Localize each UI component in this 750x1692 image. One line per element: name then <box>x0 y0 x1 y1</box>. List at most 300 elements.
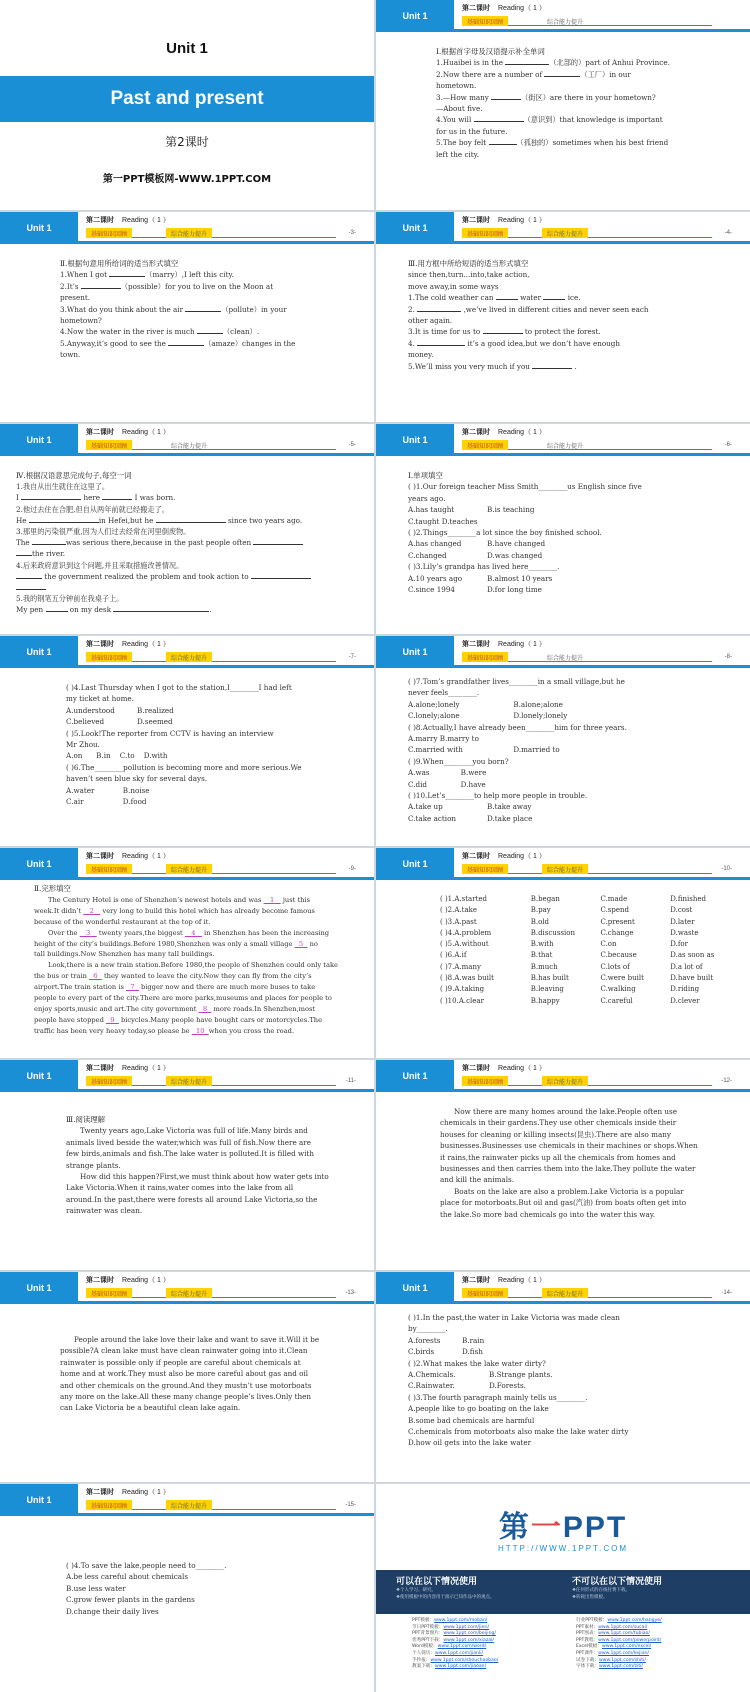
site-name: 第一PPT模板网-WWW.1PPT.COM <box>102 174 272 185</box>
tab-basics[interactable]: 基础知识回顾 <box>462 440 508 450</box>
option-cell: C.made <box>600 895 628 903</box>
page-number: -12- <box>721 1078 732 1084</box>
slide-6[interactable] <box>376 424 750 634</box>
link-label: PPT教程： <box>576 1637 599 1643</box>
answer-blank[interactable] <box>109 269 145 277</box>
option-cell: D.clever <box>670 996 700 1005</box>
resource-link[interactable]: www.1ppt.com/sucai/ <box>598 1624 648 1630</box>
resource-link[interactable]: www.1ppt.com/shouchaobao/ <box>430 1657 499 1663</box>
option-cell: C.walking <box>600 985 636 994</box>
option-cell: ( )5.A.without <box>440 940 489 949</box>
option-cell: B.began <box>530 895 560 903</box>
q7-cont: never feels________. <box>408 688 480 698</box>
cloze-options <box>440 894 740 1007</box>
tab-basics[interactable]: 基础知识回顾 <box>462 652 508 662</box>
q1: I here I was born. <box>16 493 176 503</box>
slide-cover[interactable] <box>0 0 374 210</box>
passage-line: people to every part of the city.There are more parks,museums and places for people to <box>34 994 332 1003</box>
q3-chinese: 3.那里的污染很严重,因为人们过去经常在河里倒废物。 <box>16 527 191 537</box>
q1: ( )1.In the past,the water in Lake Victoria was made clean <box>408 1313 620 1322</box>
option-cell: ( )4.A.problem <box>440 928 492 937</box>
slide-ad[interactable] <box>376 1484 750 1692</box>
resource-link[interactable]: www.1ppt.com/jiaoan/ <box>434 1664 487 1670</box>
slide-9[interactable] <box>0 848 374 1058</box>
resource-link-row <box>576 1631 740 1638</box>
option-row <box>440 905 740 916</box>
passage-line: it rains,the rainwater picks up all the chemicals from homes and <box>440 1152 676 1162</box>
page-number: -9- <box>348 866 356 872</box>
slide-header <box>0 424 374 456</box>
usage-panel <box>376 1570 750 1614</box>
exercise-body <box>436 46 724 160</box>
q5: 5.Anyway,it’s good to see the （amaze）changes in the <box>60 338 296 348</box>
tab-advanced[interactable]: 综合能力提升 <box>542 1288 588 1298</box>
passage-line: Boats on the lake are also a problem.Lake Victoria is a popular <box>454 1186 684 1196</box>
page-number: -7- <box>348 654 356 660</box>
resource-link-row <box>412 1644 576 1651</box>
resource-link[interactable]: www.1ppt.com/hangye/ <box>607 1618 662 1623</box>
q2-cont: other again. <box>408 316 453 326</box>
q1-cont: by________. <box>408 1324 448 1334</box>
tab-basics[interactable]: 基础知识回顾 <box>86 652 132 662</box>
header-bar <box>78 241 374 244</box>
option-row <box>440 928 740 939</box>
answer-blank[interactable] <box>113 604 209 612</box>
q2-cont: present. <box>60 293 91 303</box>
resource-link[interactable]: www.1ppt.com/jianli/ <box>434 1650 484 1656</box>
resource-link[interactable]: www.1ppt.com/beijing/ <box>443 1631 496 1637</box>
option-row <box>440 996 740 1007</box>
answer-blank[interactable] <box>474 114 524 122</box>
answer-blank[interactable] <box>32 537 66 545</box>
answer-blank[interactable] <box>102 492 132 500</box>
slide-10[interactable] <box>376 848 750 1058</box>
resource-link[interactable]: www.1ppt.com/kejian/ <box>598 1650 649 1656</box>
option-row <box>440 984 740 995</box>
resource-link[interactable]: www.1ppt.com/word/ <box>437 1644 487 1650</box>
resource-link[interactable]: www.1ppt.com/powerpoint/ <box>598 1637 662 1643</box>
slide-header <box>376 212 750 244</box>
passage-line: How did this happen?First,we must think about how water gets into <box>80 1172 329 1182</box>
tab-advanced[interactable]: 综合能力提升 <box>166 652 212 662</box>
page-number: -5- <box>348 442 356 448</box>
reading-passage <box>60 1334 354 1414</box>
tab-advanced[interactable]: 综合能力提升 <box>546 655 583 662</box>
option-row <box>440 917 740 928</box>
option-cell: D.a lot of <box>670 962 703 971</box>
lesson-label: 第二课时 Reading（ 1 ） <box>86 641 170 648</box>
cannot-use-item: ❖转载出售模板。 <box>572 1595 608 1600</box>
q1: ( )1.Our foreign teacher Miss Smith________us English since five <box>408 482 642 492</box>
tab-basics[interactable]: 基础知识回顾 <box>86 228 132 238</box>
page-number: -3- <box>348 230 356 236</box>
slide-header <box>0 212 374 244</box>
answer-blank[interactable] <box>21 492 81 500</box>
answer-blank[interactable] <box>417 304 461 312</box>
resource-link[interactable]: www.1ppt.com/moban/ <box>434 1618 488 1623</box>
slide-header <box>376 848 750 880</box>
tab-strip <box>462 1288 712 1298</box>
tab-strip <box>86 652 336 662</box>
slide-5[interactable] <box>0 424 374 634</box>
resource-link[interactable]: www.1ppt.com/ziti/ <box>598 1664 643 1670</box>
can-use-column <box>396 1574 576 1601</box>
resource-link[interactable]: www.1ppt.com/excel/ <box>601 1644 652 1650</box>
can-use-item: ❖使用模板中的内容用于演示已知作品中的观点。 <box>396 1595 495 1600</box>
q3: ( )3.Lily’s grandpa has lived here________. <box>408 562 560 572</box>
unit-label: Unit 1 <box>376 424 454 456</box>
answer-blank[interactable] <box>156 515 226 523</box>
answer-blank[interactable] <box>46 604 68 612</box>
slide-4[interactable] <box>376 212 750 422</box>
tab-basics[interactable]: 基础知识回顾 <box>462 1288 508 1298</box>
tab-basics[interactable]: 基础知识回顾 <box>462 16 508 26</box>
brand-url[interactable]: HTTP://WWW.1PPT.COM <box>498 1544 628 1553</box>
tab-advanced[interactable]: 综合能力提升 <box>542 1076 588 1086</box>
slide-header <box>376 636 750 668</box>
slide-header <box>376 1272 750 1304</box>
links-left <box>412 1618 576 1671</box>
q5-chinese: 5.我的钢笔五分钟前在我桌子上。 <box>16 594 124 604</box>
q4-cont: money. <box>408 350 434 360</box>
tab-advanced[interactable]: 综合能力提升 <box>546 443 583 450</box>
link-label: PPT模板： <box>412 1618 435 1623</box>
q6: ( )6.The________pollution is becoming more and more serious.We <box>66 762 302 772</box>
q5-cont: left the city. <box>436 149 480 159</box>
option-cell: ( )6.A.if <box>440 951 467 960</box>
header-bar <box>78 453 374 456</box>
header-bar <box>454 665 750 668</box>
tab-advanced[interactable]: 综合能力提升 <box>166 864 212 874</box>
q1-options: A.has taught B.is teaching <box>408 505 535 515</box>
can-use-title: 可以在以下情况使用 <box>396 1577 478 1587</box>
q2-options: A.has changed B.have changed <box>408 539 546 549</box>
q4: the government realized the problem and took action to <box>16 571 360 582</box>
page-number: -10- <box>721 866 732 872</box>
tab-basics[interactable]: 基础知识回顾 <box>86 864 132 874</box>
q7: ( )7.Tom’s grandfather lives________in a small village,but he <box>408 677 625 686</box>
q3-option: A.people like to go boating on the lake <box>408 1404 549 1414</box>
q3-cont: the river. <box>16 548 360 559</box>
q4: ( )4.Last Thursday when I got to the station,I________I had left <box>66 683 292 692</box>
passage-line: week.It didn’t 2 very long to build this hotel which has already become famous <box>34 906 315 915</box>
option-cell: ( )9.A.taking <box>440 985 485 994</box>
exercise-body <box>66 682 350 807</box>
q5-cont: town. <box>60 350 81 360</box>
q4: 4. it’s a good idea,but we don’t have enough <box>408 338 621 348</box>
resource-link-row <box>412 1651 576 1658</box>
exercise-body <box>408 1312 732 1449</box>
answer-blank[interactable] <box>16 582 46 590</box>
q4-option: C.grow fewer plants in the gardens <box>66 1595 195 1605</box>
header-bar <box>454 241 750 244</box>
q1: 1.When I got （marry）,I left this city. <box>60 270 234 280</box>
unit-label: Unit 1 <box>0 1272 78 1304</box>
q2-options: C.Rainwater. D.Forests. <box>408 1381 526 1391</box>
option-cell: C.spend <box>600 906 630 915</box>
tab-basics[interactable]: 基础知识回顾 <box>86 1076 132 1086</box>
passage-line: businesses and then carries them into the lake.They pollute the water <box>440 1164 696 1174</box>
unit-label: Unit 1 <box>376 848 454 880</box>
option-cell: ( )2.A.take <box>440 906 478 915</box>
passage-line: Look,there is a new train station.Before 1980,the people of Shenzhen could only take <box>48 961 338 970</box>
link-label: 节日PPT模板： <box>412 1624 444 1630</box>
passage-line: houses for cleaning or killing insects(昆虫).There are also many <box>440 1129 671 1139</box>
option-cell: B.pay <box>530 906 551 915</box>
resource-link[interactable]: www.1ppt.com/xiazai/ <box>443 1637 494 1643</box>
unit-label: Unit 1 <box>0 1060 78 1092</box>
link-label: PPT课件： <box>576 1650 599 1656</box>
cannot-use-title: 不可以在以下情况使用 <box>572 1577 663 1587</box>
q5-cont: Mr Zhou. <box>66 740 100 750</box>
passage-line: traffic has been very heavy today,so please be 10 when you cross the road. <box>34 1026 295 1035</box>
section-heading: Ⅳ.根据汉语意思完成句子,每空一词 <box>16 471 132 480</box>
lesson-period: 第2课时 <box>165 135 209 149</box>
tab-basics[interactable]: 基础知识回顾 <box>86 1500 132 1510</box>
answer-blank[interactable] <box>505 57 549 65</box>
slide-15[interactable] <box>0 1484 374 1692</box>
answer-blank[interactable] <box>483 326 523 334</box>
can-use-item: ❖个人学习、研究。 <box>396 1588 437 1593</box>
option-cell: D.have built <box>670 974 714 983</box>
q2: 2.Now there are a number of （工厂）in our <box>436 69 631 79</box>
tab-strip <box>86 1288 336 1298</box>
q7-options: C.lonely;alone D.lonely;lonely <box>408 711 568 721</box>
exercise-body <box>60 258 348 361</box>
link-label: 个人简历： <box>412 1650 435 1656</box>
q6-cont: haven’t seen blue sky for several days. <box>66 774 208 784</box>
link-label: PPT背景图片： <box>412 1631 444 1637</box>
passage-line: People around the lake love their lake and want to save it.Will it be <box>74 1335 320 1344</box>
options-table <box>440 894 740 1007</box>
link-label: 教案下载： <box>412 1664 435 1670</box>
q3-cont: hometown? <box>60 316 102 326</box>
answer-blank[interactable] <box>29 515 99 523</box>
q1-chinese: 1.我自从出生就住在这里了。 <box>16 482 110 492</box>
answer-blank[interactable] <box>251 571 311 579</box>
unit-label: Unit 1 <box>0 212 78 244</box>
slide-3[interactable] <box>0 212 374 422</box>
resource-link[interactable]: www.1ppt.com/shiti/ <box>598 1657 646 1663</box>
q3-cont: —About five. <box>436 104 483 114</box>
passage-line: any more on the lake.All these many change people’s lives.Only then <box>60 1392 312 1402</box>
resource-link[interactable]: www.1ppt.com/tubiao/ <box>598 1631 650 1637</box>
lesson-label: 第二课时 Reading（ 1 ） <box>86 429 170 436</box>
header-bar <box>78 665 374 668</box>
header-bar <box>454 453 750 456</box>
exercise-body <box>408 676 724 824</box>
answer-blank[interactable] <box>197 326 223 334</box>
passage-line: can Lake Victoria be a beautiful clean lake again. <box>60 1403 241 1413</box>
option-row <box>440 939 740 950</box>
q2: ( )2.Things________a lot since the boy finished school. <box>408 528 602 538</box>
q4-option: A.be less careful about chemicals <box>66 1572 189 1582</box>
passage-line: Over the 3 twenty years,the biggest 4 in Shenzhen has been the increasing <box>48 928 330 937</box>
tab-strip <box>462 440 712 450</box>
option-cell: C.on <box>600 940 617 949</box>
option-row <box>440 962 740 973</box>
tab-basics[interactable]: 基础知识回顾 <box>462 228 508 238</box>
lesson-label: 第二课时 Reading（ 1 ） <box>462 1065 546 1072</box>
answer-blank[interactable] <box>185 304 221 312</box>
resource-link-row <box>576 1651 740 1658</box>
header-bar <box>454 1089 750 1092</box>
passage-line: the lake.So more bad chemicals go into the water this way. <box>440 1209 656 1219</box>
brand-logo: 第一PPT <box>498 1511 628 1544</box>
resource-link[interactable]: www.1ppt.com/jieri/ <box>443 1624 490 1630</box>
answer-blank[interactable] <box>496 292 518 300</box>
q4: 4.You will （意识到）that knowledge is important <box>436 115 663 125</box>
tab-advanced[interactable]: 综合能力提升 <box>166 1500 212 1510</box>
tab-strip <box>462 864 712 874</box>
answer-blank[interactable] <box>81 281 121 289</box>
option-cell: C.lots of <box>600 962 630 971</box>
lesson-label: 第二课时 Reading（ 1 ） <box>86 853 170 860</box>
tab-advanced[interactable]: 综合能力提升 <box>170 443 207 450</box>
slide-11[interactable] <box>0 1060 374 1270</box>
tab-advanced[interactable]: 综合能力提升 <box>542 228 588 238</box>
links-right <box>576 1618 740 1671</box>
slide-12[interactable] <box>376 1060 750 1270</box>
header-bar <box>78 1089 374 1092</box>
tab-strip <box>86 1076 336 1086</box>
page-number: -11- <box>345 1078 356 1084</box>
q2-options: A.Chemicals. B.Strange plants. <box>408 1370 553 1380</box>
q3-option: D.how oil gets into the lake water <box>408 1438 532 1448</box>
passage-line: and kill the animals. <box>440 1175 514 1185</box>
slide-header <box>0 848 374 880</box>
tab-strip <box>86 864 336 874</box>
unit-label: Unit 1 <box>0 1484 78 1516</box>
passage-line: few birds,animals and fish.The lake water is polluted.It is filled with <box>66 1149 315 1159</box>
resource-link-row <box>576 1618 740 1625</box>
option-cell: B.that <box>530 951 553 960</box>
answer-blank[interactable] <box>532 361 572 369</box>
slide-header <box>0 1272 374 1304</box>
q5: 5.The boy felt （孤独的）sometimes when his best friend <box>436 138 669 148</box>
q4-option: B.use less water <box>66 1583 126 1593</box>
option-cell: D.for <box>670 940 688 949</box>
q8-options: C.married with D.married to <box>408 745 560 755</box>
answer-blank[interactable] <box>543 292 565 300</box>
lesson-title: Past and present <box>0 76 374 122</box>
passage-line: height of the city’s buildings.Before 1980,Shenzhen was only a small village 5 no <box>34 939 318 948</box>
lesson-label: 第二课时 Reading（ 1 ） <box>462 1277 546 1284</box>
slide-14[interactable] <box>376 1272 750 1482</box>
answer-blank[interactable] <box>544 69 580 77</box>
q4: ( )4.To save the lake,people need to________. <box>66 1561 227 1570</box>
tab-advanced[interactable]: 综合能力提升 <box>166 1288 212 1298</box>
page-number: -13- <box>345 1290 356 1296</box>
tab-basics[interactable]: 基础知识回顾 <box>86 440 132 450</box>
answer-blank[interactable] <box>489 137 517 145</box>
slide-8[interactable] <box>376 636 750 846</box>
section-heading: Ⅰ.根据首字母及汉语提示补全单词 <box>436 47 545 56</box>
q5-options: A.on B.in C.to D.with <box>66 751 168 761</box>
slide-header <box>376 0 750 32</box>
link-label: 手抄报： <box>412 1657 431 1663</box>
answer-blank[interactable] <box>491 92 521 100</box>
slide-7[interactable] <box>0 636 374 846</box>
q10-options: C.take action D.take place <box>408 813 533 823</box>
passage-line: people have stopped 9 bicycles.Many people have bought cars or motorcycles.The <box>34 1015 323 1024</box>
answer-blank[interactable] <box>16 571 42 579</box>
passage-line: the bus or train 6 they wanted to leave the city.Now they can fly from the city’s <box>34 972 312 981</box>
q2-options: C.changed D.was changed <box>408 550 543 560</box>
q7-options: A.alone;lonely B.alone;alone <box>408 699 563 709</box>
slide-header <box>0 1484 374 1516</box>
unit-label: Unit 1 <box>376 1272 454 1304</box>
lesson-label: 第二课时 Reading（ 1 ） <box>462 641 546 648</box>
link-label: 试卷下载： <box>576 1657 599 1663</box>
q2: ( )2.What makes the lake water dirty? <box>408 1358 546 1368</box>
option-row <box>440 894 740 905</box>
passage-line: chemicals in their gardens.They use other chemicals inside their <box>440 1118 677 1128</box>
option-cell: C.careful <box>600 996 633 1005</box>
resource-link-row <box>576 1644 740 1651</box>
q3: 3.What do you think about the air （pollute）in your <box>60 304 287 314</box>
tab-advanced[interactable]: 综合能力提升 <box>166 228 212 238</box>
tab-advanced[interactable]: 综合能力提升 <box>166 1076 212 1086</box>
slide-2[interactable] <box>376 0 750 210</box>
passage-line: Now there are many homes around the lake.People often use <box>454 1107 678 1116</box>
tab-strip <box>86 228 336 238</box>
q8-options: A.marry B.marry to <box>408 734 479 744</box>
q3: 3.It is time for us to to protect the forest. <box>408 327 601 337</box>
slide-13[interactable] <box>0 1272 374 1482</box>
section-heading: Ⅱ.完形填空 <box>34 884 71 893</box>
option-cell: D.finished <box>670 895 706 903</box>
resource-link-row <box>576 1664 740 1671</box>
tab-basics[interactable]: 基础知识回顾 <box>86 1288 132 1298</box>
page-number: -6- <box>724 442 732 448</box>
q5: My pen on my desk . <box>16 605 212 615</box>
q3-option: B.some bad chemicals are harmful <box>408 1415 535 1425</box>
passage-line: Lake Victoria.When it rains,water comes into the lake from all <box>66 1183 294 1193</box>
header-bar <box>454 1301 750 1304</box>
tab-basics[interactable]: 基础知识回顾 <box>462 1076 508 1086</box>
tab-strip <box>86 1500 336 1510</box>
option-cell: ( )3.A.past <box>440 917 477 926</box>
tab-strip <box>462 228 712 238</box>
q5: ( )5.Look!The reporter from CCTV is having an interview <box>66 728 274 738</box>
unit-label: Unit 1 <box>376 212 454 244</box>
cannot-use-column <box>572 1574 750 1601</box>
tab-advanced[interactable]: 综合能力提升 <box>542 864 588 874</box>
tab-advanced[interactable]: 综合能力提升 <box>546 19 583 26</box>
header-bar <box>454 29 750 32</box>
answer-blank[interactable] <box>168 338 204 346</box>
passage-line: home and at work.They must also be more careful about gas and oil <box>60 1369 309 1379</box>
section-heading: Ⅰ.单项填空 <box>408 471 443 480</box>
option-cell: C.were built <box>600 974 644 983</box>
header-bar <box>454 877 750 880</box>
q4-cont <box>16 582 360 593</box>
option-cell: D.later <box>670 917 695 926</box>
link-label: 优秀PPT下载： <box>412 1637 444 1643</box>
answer-blank[interactable] <box>253 537 303 545</box>
q6-options: C.air D.food <box>66 797 147 807</box>
tab-basics[interactable]: 基础知识回顾 <box>462 864 508 874</box>
answer-blank[interactable] <box>16 548 32 556</box>
q1-cont: years ago. <box>408 493 446 503</box>
q2-cont: hometown. <box>436 81 477 91</box>
option-cell: B.old <box>530 917 550 926</box>
answer-blank[interactable] <box>417 338 465 346</box>
phrase-box-line: move away,in some ways <box>408 281 499 291</box>
q3-options: C.since 1994 D.for long time <box>408 585 542 595</box>
unit-label: Unit 1 <box>376 1060 454 1092</box>
